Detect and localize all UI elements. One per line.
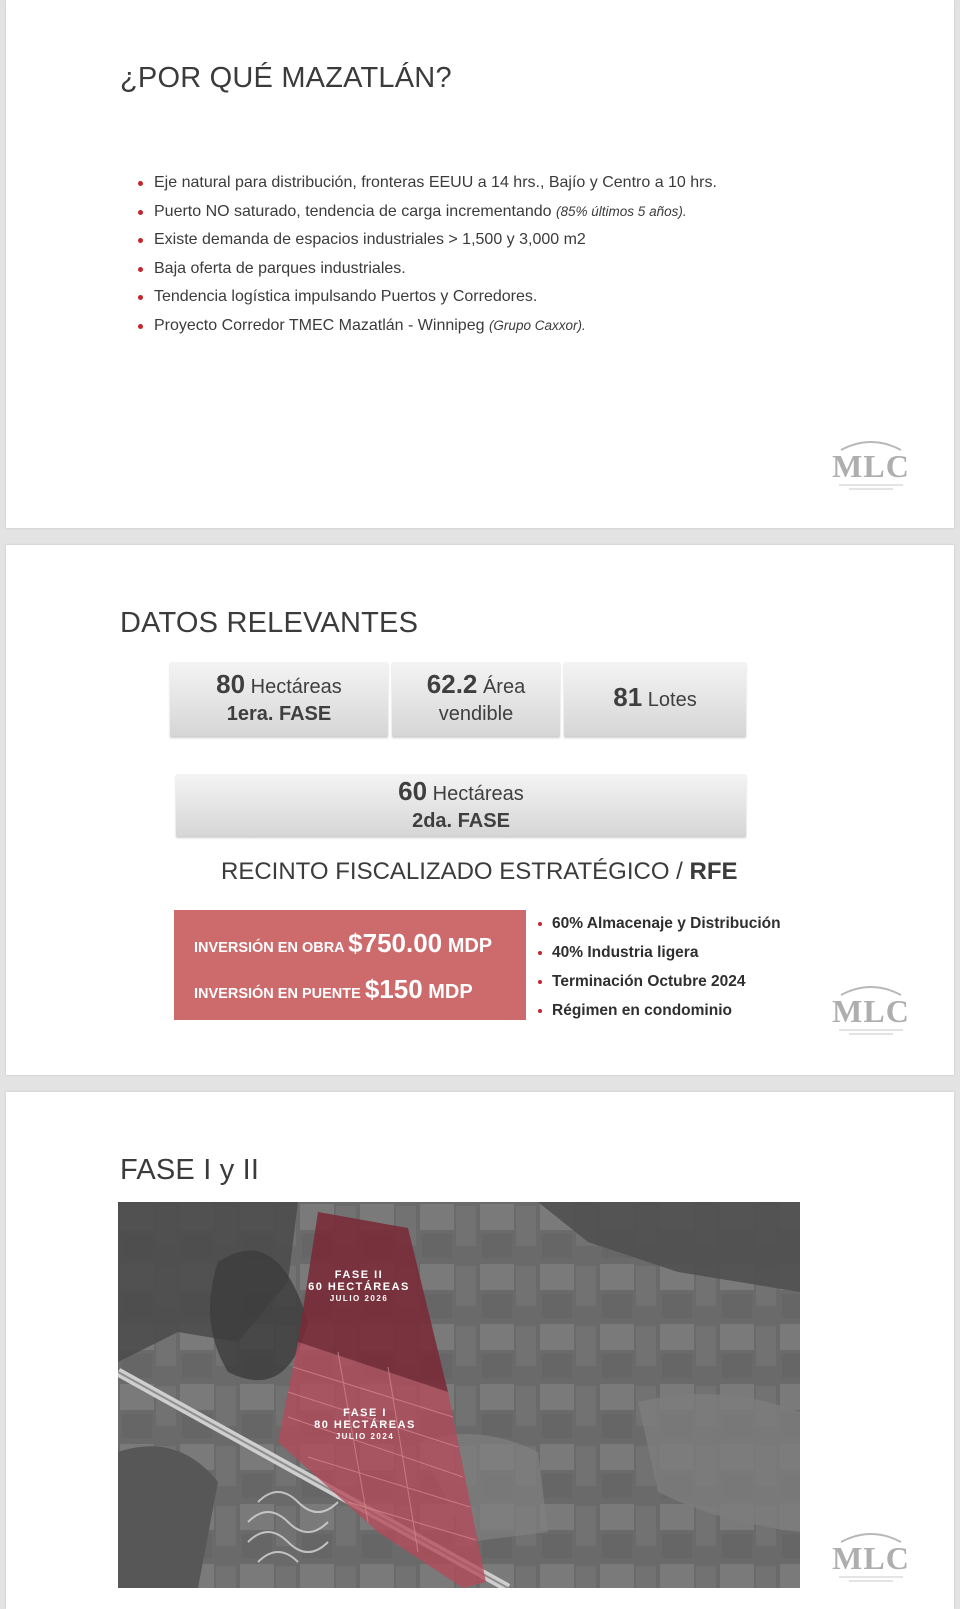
- slide-title: DATOS RELEVANTES: [120, 607, 419, 639]
- list-item: [136, 260, 717, 289]
- list-item: Régimen en condominio: [536, 1002, 781, 1031]
- stat-value: 80: [216, 668, 246, 699]
- stat-phase2-hectares: [176, 774, 746, 836]
- stat-sub: 1era. FASE: [226, 702, 332, 725]
- fase2-area: 60 HECTÁREAS: [308, 1281, 410, 1293]
- stat-unit: Hectáreas: [427, 783, 524, 805]
- stat-sub: vendible: [438, 702, 514, 725]
- rfe-bold: RFE: [689, 858, 738, 885]
- investment-amount: $150: [364, 974, 423, 1004]
- fase1-date: JULIO 2024: [335, 1432, 395, 1441]
- investment-row-obra: [194, 928, 492, 959]
- stat-value: 60: [398, 776, 428, 806]
- stat-value: 81: [613, 682, 643, 712]
- investment-label: INVERSIÓN EN OBRA: [194, 940, 349, 956]
- list-item: [136, 288, 717, 317]
- investment-label: INVERSIÓN EN PUENTE: [194, 986, 365, 1002]
- stat-lots: [564, 662, 746, 736]
- reasons-list: [136, 174, 717, 346]
- bullet-text: Existe demanda de espacios industriales > 1,500 y 3,000 m2: [154, 231, 586, 249]
- bullet-text: Eje natural para distribución, fronteras EEUU a 14 hrs., Bajío y Centro a 10 hrs.: [154, 174, 717, 191]
- investment-unit: MDP: [442, 935, 493, 957]
- list-item: [136, 203, 717, 232]
- investment-amount: $750.00: [348, 928, 443, 958]
- investment-unit: MDP: [422, 981, 473, 1003]
- logo-text: MLC: [832, 1540, 910, 1576]
- features-list: [536, 915, 781, 1031]
- fase2-date: JULIO 2026: [329, 1294, 389, 1303]
- list-item: [136, 317, 717, 346]
- stat-unit: Área: [477, 675, 526, 698]
- bullet-text: Baja oferta de parques industriales.: [154, 259, 406, 277]
- bullet-note: (Grupo Caxxor).: [488, 317, 586, 333]
- slide-datos-relevantes: [6, 545, 954, 1075]
- list-item: 40% Industria ligera: [536, 944, 781, 973]
- bullet-text: Puerto NO saturado, tendencia de carga incrementando: [154, 202, 557, 220]
- slide-title: FASE I y II: [120, 1154, 260, 1186]
- rfe-text: RECINTO FISCALIZADO ESTRATÉGICO /: [221, 858, 690, 885]
- fase2-name: FASE II: [334, 1269, 384, 1281]
- slide-title: ¿POR QUÉ MAZATLÁN?: [120, 62, 452, 94]
- rfe-heading: [221, 858, 738, 886]
- stat-sellable-area: [392, 662, 560, 736]
- list-item: [136, 174, 717, 203]
- stat-unit: Hectáreas: [245, 675, 342, 698]
- mlc-logo: [829, 438, 913, 498]
- fase1-label: [310, 1407, 420, 1443]
- logo-text: MLC: [832, 448, 910, 484]
- aerial-map: [118, 1202, 800, 1588]
- mlc-logo: [829, 983, 913, 1043]
- stat-phase1-hectares: [170, 662, 388, 736]
- logo-text: MLC: [832, 993, 910, 1029]
- list-item: 60% Almacenaje y Distribución: [536, 915, 781, 944]
- investment-box: [174, 910, 526, 1020]
- fase1-name: FASE I: [343, 1407, 387, 1419]
- slide-por-que-mazatlan: [6, 0, 954, 528]
- stat-value: 62.2: [426, 668, 478, 699]
- investment-row-puente: [194, 974, 473, 1005]
- slide-fase-i-y-ii: [6, 1092, 954, 1609]
- bullet-text: Proyecto Corredor TMEC Mazatlán - Winnipeg: [154, 316, 489, 334]
- stat-sub: 2da. FASE: [412, 810, 510, 832]
- list-item: Terminación Octubre 2024: [536, 973, 781, 1002]
- stat-unit: Lotes: [642, 689, 697, 711]
- fase1-area: 80 HECTÁREAS: [314, 1419, 416, 1431]
- fase2-label: [304, 1269, 414, 1305]
- bullet-note: (85% últimos 5 años).: [556, 203, 687, 219]
- mlc-logo: [829, 1530, 913, 1590]
- list-item: [136, 231, 717, 260]
- bullet-text: Tendencia logística impulsando Puertos y Corredores.: [154, 288, 538, 306]
